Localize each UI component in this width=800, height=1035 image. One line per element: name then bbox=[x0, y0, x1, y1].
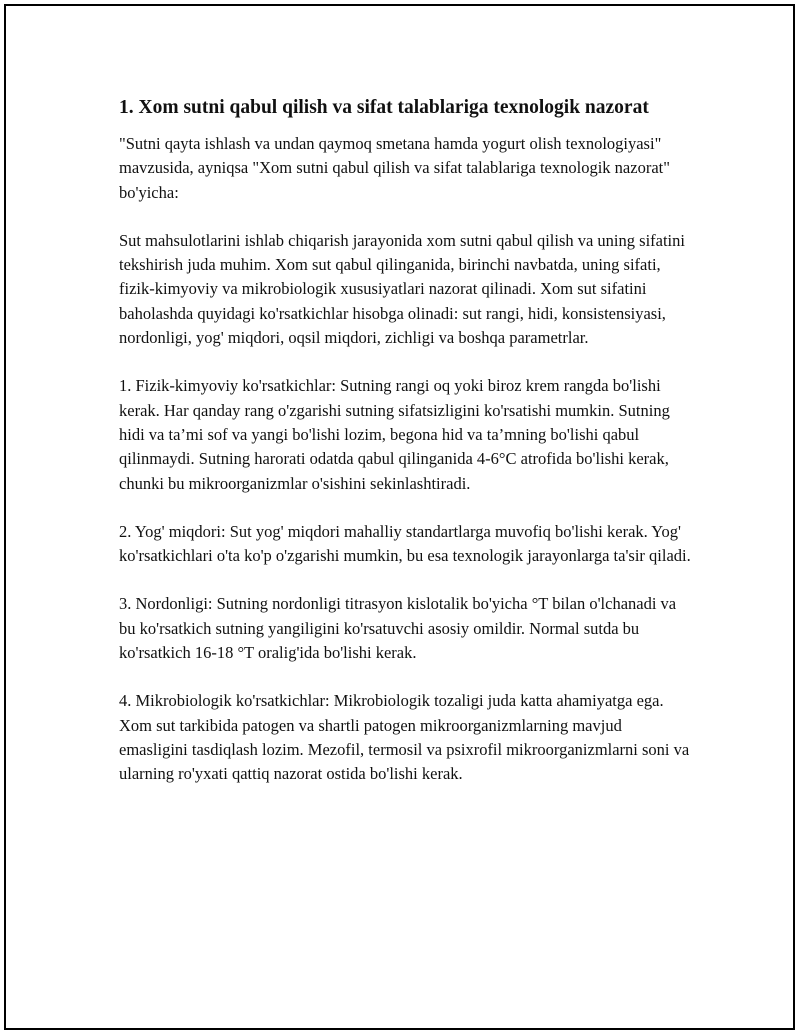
document-body bbox=[119, 94, 694, 811]
paragraph-fat-content: 2. Yog' miqdori: Sut yog' miqdori mahalliy standartlarga muvofiq bo'lishi kerak. Yog' ko'rsatkichlari o'ta ko'p o'zgarishi mumkin, bu esa texnologik jarayonlarga ta'sir qiladi. bbox=[119, 521, 691, 566]
paragraph-microbiological: 4. Mikrobiologik ko'rsatkichlar: Mikrobiologik tozaligi juda katta ahamiyatga ega. Xom sut tarkibida patogen va shartli patogen mikroorganizmlarning mavjud emasligini tasdiqlash lozim. Mezofil, termosil va psixrofil mikroorganizmlarni soni va ularning ro'yxati qattiq nazorat ostida bo'lishi kerak. bbox=[119, 691, 690, 784]
paragraph-physico-chemical: 1. Fizik-kimyoviy ko'rsatkichlar: Sutning rangi oq yoki biroz krem rangda bo'lishi kerak. Har qanday rang o'zgarishi sutning sifatsizligini ko'rsatishi mumkin. Sutning hidi va ta’mi sof va yangi bo'lishi lozim, begona hid va ta’mning bo'lishi qabul qilinmaydi. Sutning harorati odatda qabul qilinganida 4-6°C atrofida bo'lishi kerak, chunki bu mikroorganizmlar o'sishini sekinlashtiradi. bbox=[119, 376, 670, 493]
document-title: 1. Xom sutni qabul qilish va sifat talablariga texnologik nazorat bbox=[119, 97, 649, 118]
paragraph-overview: Sut mahsulotlarini ishlab chiqarish jarayonida xom sutni qabul qilish va uning sifatini tekshirish juda muhim. Xom sut qabul qilinganida, birinchi navbatda, uning sifati, fizik-kimyoviy va mikrobiologik xususiyatlari nazorat qilinadi. Xom sut sifatini baholashda quyidagi ko'rsatkichlar hisobga olinadi: sut rangi, hidi, konsistensiyasi, nordonligi, yog' miqdori, oqsil miqdori, zichligi va boshqa parametrlar. bbox=[119, 230, 685, 348]
paragraph-intro: "Sutni qayta ishlash va undan qaymoq smetana hamda yogurt olish texnologiyasi" mavzusida, ayniqsa "Xom sutni qabul qilish va sifat talablariga texnologik nazorat" bo'yicha: bbox=[119, 134, 670, 202]
paragraph-acidity: 3. Nordonligi: Sutning nordonligi titrasyon kislotalik bo'yicha °T bilan o'lchanadi va bu ko'rsatkich sutning yangiligini ko'rsatuvchi asosiy omildir. Normal sutda bu ko'rsatkich 16-18 °T oralig'ida bo'lishi kerak. bbox=[119, 594, 677, 663]
